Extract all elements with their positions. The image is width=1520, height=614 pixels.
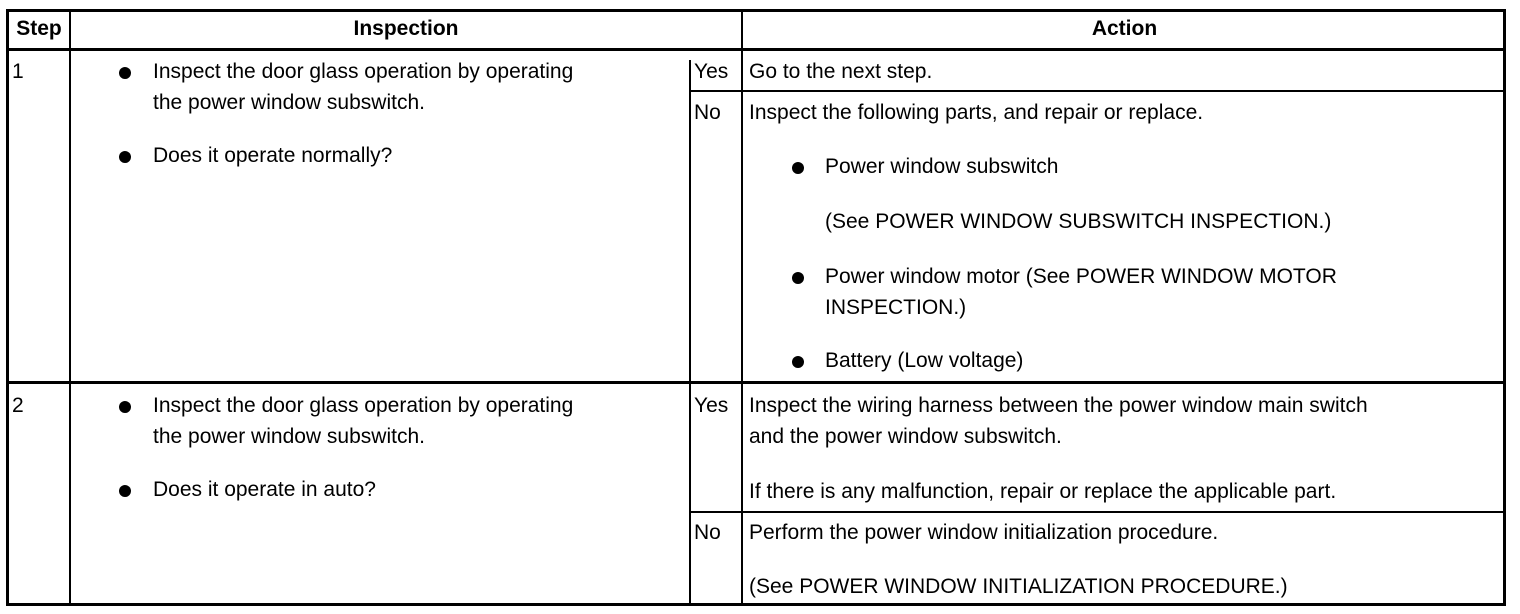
row1-no-part-subswitch: Power window subswitch (825, 155, 1059, 178)
row1-yes-action: Go to the next step. (749, 60, 933, 83)
row1-no-label: No (694, 101, 721, 124)
bullet-icon (119, 151, 131, 163)
row1-no-part-motor-line1: Power window motor (See POWER WINDOW MOTOR (825, 265, 1337, 288)
row1-step-number: 1 (12, 60, 24, 83)
row1-no-part-battery: Battery (Low voltage) (825, 349, 1024, 372)
row2-inspection-item2: Does it operate in auto? (153, 478, 376, 501)
bullet-icon (792, 162, 804, 174)
bullet-icon (119, 485, 131, 497)
row2-no-label: No (694, 521, 721, 544)
row1-no-part-subswitch-reference: (See POWER WINDOW SUBSWITCH INSPECTION.) (825, 210, 1332, 233)
row1-inspection-item1-line2: the power window subswitch. (153, 91, 425, 114)
row1-yes-no-divider (689, 90, 1506, 92)
row2-yes-action-line3: If there is any malfunction, repair or replace the applicable part. (749, 480, 1337, 503)
row1-inspection-item2: Does it operate normally? (153, 144, 393, 167)
row1-bottom-line (6, 381, 1506, 384)
divider-inspection-column (689, 60, 691, 606)
row2-yes-label: Yes (694, 394, 729, 417)
row2-inspection-item1-line2: the power window subswitch. (153, 425, 425, 448)
row2-inspection-item1-line1: Inspect the door glass operation by operating (153, 394, 574, 417)
divider-yesno-column (741, 60, 743, 606)
row1-no-action-intro: Inspect the following parts, and repair or replace. (749, 101, 1204, 124)
header-inspection: Inspection (353, 17, 459, 40)
bullet-icon (792, 356, 804, 368)
row2-no-action-line1: Perform the power window initialization procedure. (749, 521, 1219, 544)
row2-yes-action-line2: and the power window subswitch. (749, 425, 1062, 448)
header-bottom-line (6, 48, 1506, 51)
row1-inspection-item1-line1: Inspect the door glass operation by operating (153, 60, 574, 83)
bullet-icon (119, 67, 131, 79)
header-action: Action (1091, 17, 1158, 40)
row2-no-action-line2: (See POWER WINDOW INITIALIZATION PROCEDURE.) (749, 575, 1288, 598)
row1-no-part-motor-line2: INSPECTION.) (825, 296, 967, 319)
header-step: Step (16, 17, 62, 40)
bullet-icon (792, 272, 804, 284)
bullet-icon (119, 401, 131, 413)
row2-step-number: 2 (12, 394, 24, 417)
row1-yes-label: Yes (694, 60, 729, 83)
divider-step-column (69, 9, 71, 606)
row2-yes-action-line1: Inspect the wiring harness between the power window main switch (749, 394, 1368, 417)
row2-yes-no-divider (689, 511, 1506, 513)
